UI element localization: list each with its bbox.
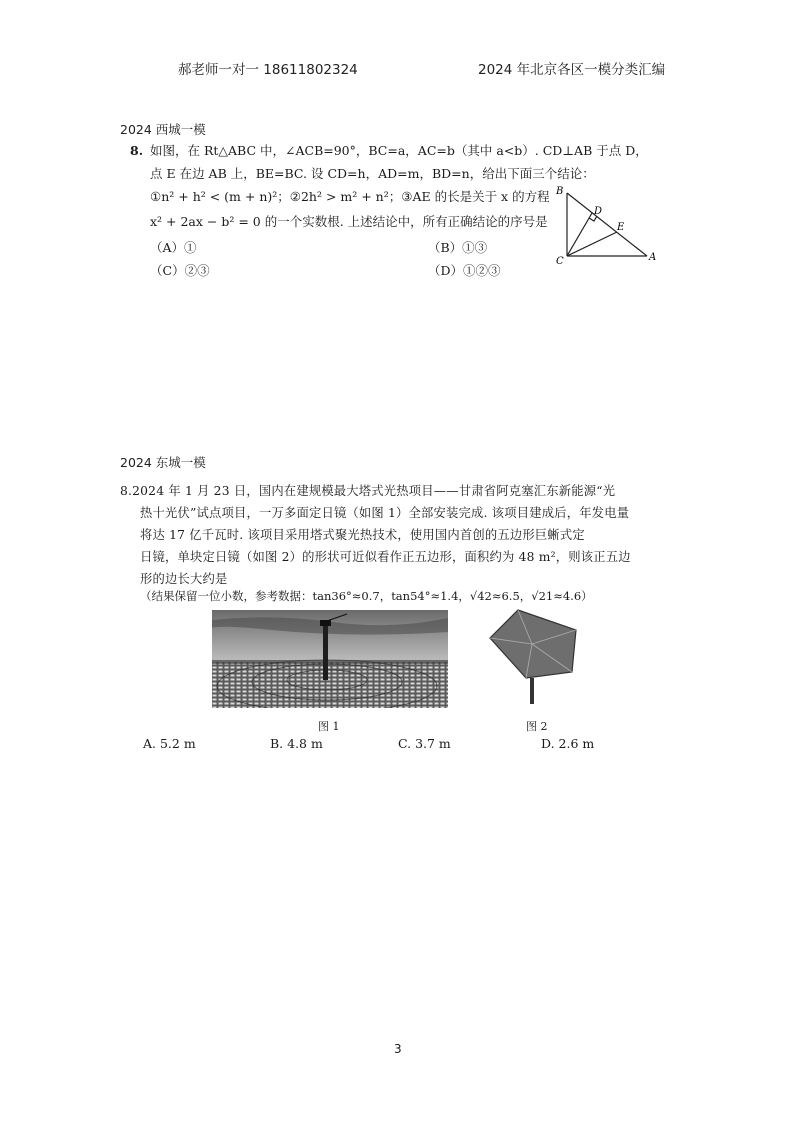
header-left: 郝老师一对一 18611802324 bbox=[178, 62, 358, 78]
side-ab bbox=[567, 193, 647, 256]
solar-tower bbox=[323, 622, 328, 680]
reference-data-note: （结果保留一位小数，参考数据：tan36°≈0.7，tan54°≈1.4，√42≈6.5，√21≈4.6） bbox=[140, 589, 593, 603]
label-a: A bbox=[649, 252, 657, 263]
label-d: D bbox=[594, 206, 603, 217]
question2-line-5: 形的边长大约是 bbox=[140, 572, 228, 586]
option-a: （A）① bbox=[150, 240, 197, 255]
option2-b: B. 4.8 m bbox=[270, 736, 323, 751]
question-line-1: 如图，在 Rt△ABC 中，∠ACB=90°，BC=a，AC=b（其中 a<b）. CD⊥AB 于点 D， bbox=[150, 143, 648, 158]
option2-c: C. 3.7 m bbox=[398, 736, 451, 751]
triangle-figure bbox=[550, 180, 660, 270]
option-c: （C）②③ bbox=[150, 263, 210, 278]
section-title-xicheng: 2024 西城一模 bbox=[120, 122, 206, 137]
label-e: E bbox=[617, 222, 625, 233]
question2-line-1: 8.2024 年 1 月 23 日，国内在建规模最大塔式光热项目——甘肃省阿克塞汇东新能源“光 bbox=[120, 484, 616, 498]
question2-line-4: 日镜，单块定日镜（如图 2）的形状可近似看作正五边形，面积约为 48 m²，则该正五边 bbox=[140, 550, 631, 564]
label-b: B bbox=[556, 186, 564, 197]
option2-d: D. 2.6 m bbox=[541, 736, 595, 751]
question-line-4: x² + 2ax − b² = 0 的一个实数根. 上述结论中，所有正确结论的序号是 bbox=[150, 214, 548, 229]
option-d: （D）①②③ bbox=[428, 263, 501, 278]
section-title-dongcheng: 2024 东城一模 bbox=[120, 455, 206, 470]
figure2-pentagon-mirror bbox=[480, 606, 590, 708]
figure1-solar-field-photo bbox=[212, 610, 448, 708]
figure1-caption: 图 1 bbox=[318, 720, 340, 733]
option-b: （B）①③ bbox=[428, 240, 488, 255]
question2-line-3: 将达 17 亿千瓦时. 该项目采用塔式聚光热技术，使用国内首创的五边形巨蜥式定 bbox=[140, 528, 585, 542]
label-c: C bbox=[556, 256, 564, 267]
header-right: 2024 年北京各区一模分类汇编 bbox=[478, 62, 666, 78]
question-line-2: 点 E 在边 AB 上，BE=BC. 设 CD=h，AD=m，BD=n，给出下面三个结论： bbox=[150, 166, 595, 181]
figure2-caption: 图 2 bbox=[526, 720, 548, 733]
question-number: 8. bbox=[130, 143, 144, 158]
page-number: 3 bbox=[394, 1042, 402, 1056]
question-line-3: ①n² + h² < (m + n)²；②2h² > m² + n²；③AE 的长是关于 x 的方程 bbox=[150, 189, 550, 204]
mirror-pole bbox=[530, 678, 534, 704]
option2-a: A. 5.2 m bbox=[143, 736, 196, 751]
question2-line-2: 热十光伏”试点项目，一万多面定日镜（如图 1）全部安装完成. 该项目建成后，年发电量 bbox=[140, 506, 630, 520]
